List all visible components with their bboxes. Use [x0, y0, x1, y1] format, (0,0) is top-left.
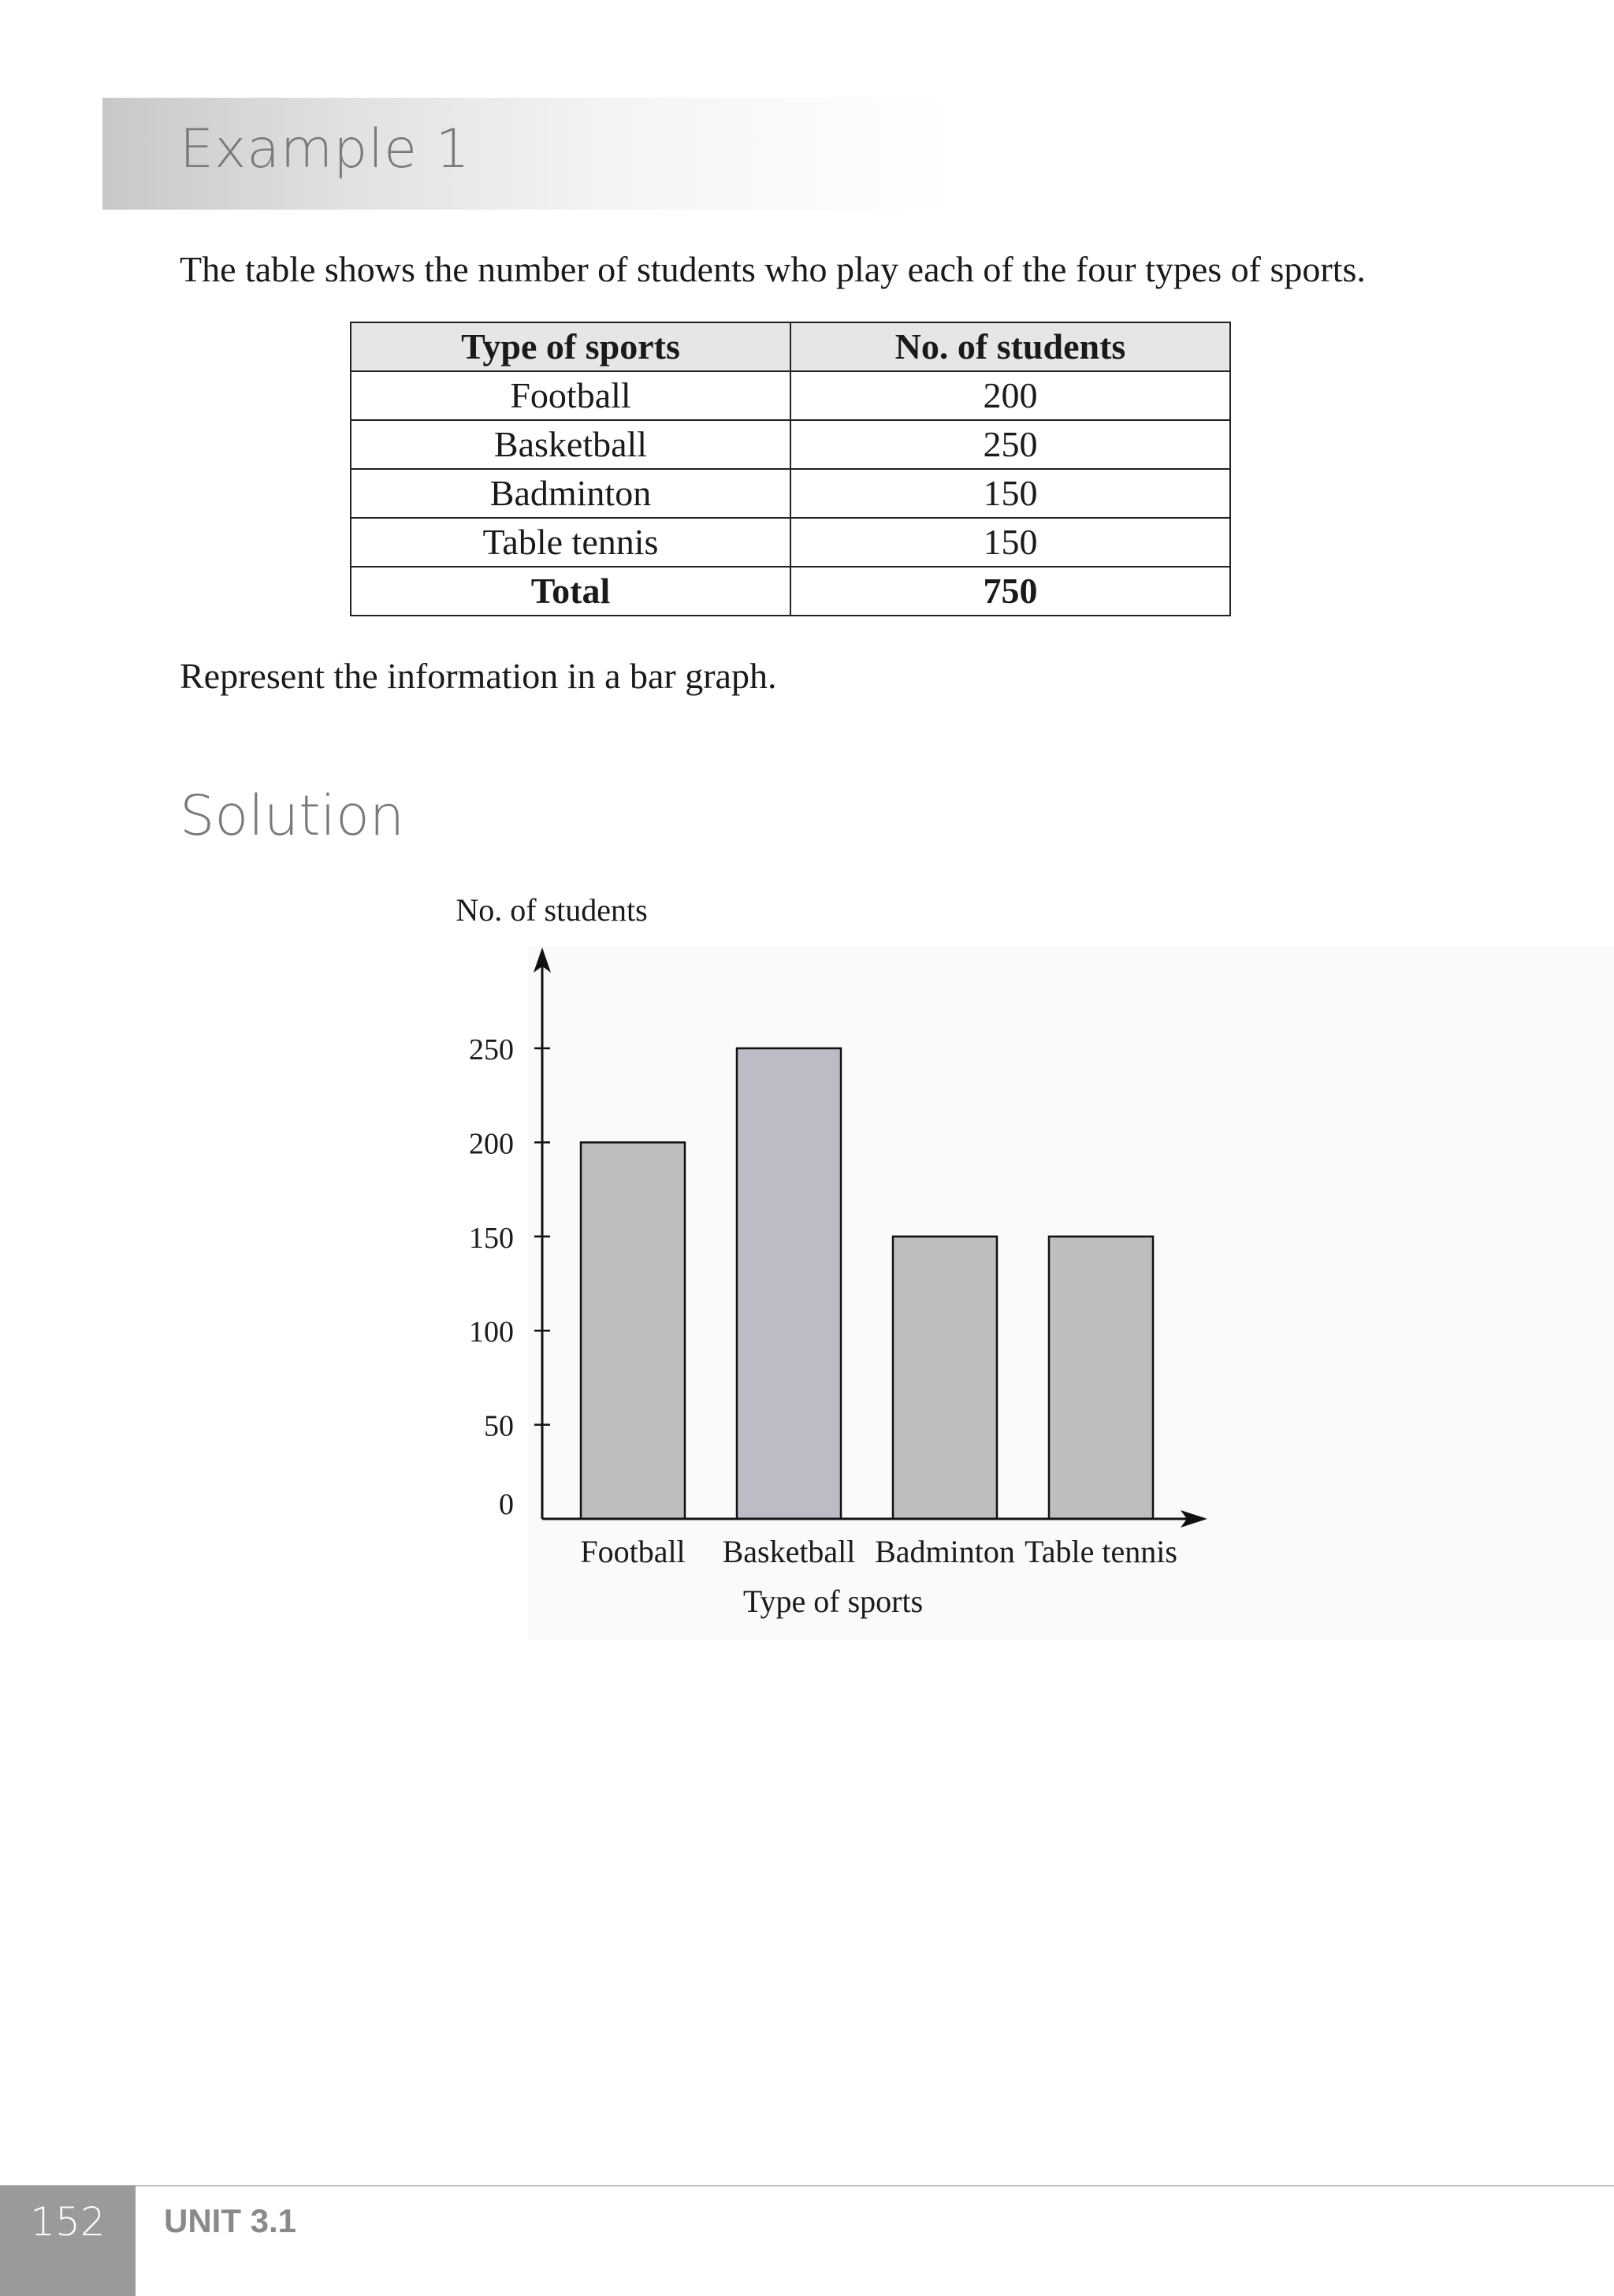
x-tick-label: Basketball [722, 1534, 856, 1569]
bar-table-tennis [1049, 1237, 1153, 1519]
table-cell-students: 150 [790, 518, 1230, 567]
y-tick-label: 50 [484, 1409, 514, 1443]
instruction-text: Represent the information in a bar graph. [180, 656, 777, 696]
solution-title: Solution [180, 783, 405, 848]
page-number: 152 [30, 2199, 106, 2245]
table-cell-students: 250 [790, 420, 1230, 469]
table-cell-sport: Table tennis [351, 518, 790, 567]
y-tick-label: 150 [469, 1221, 514, 1255]
y-tick-label: 100 [469, 1315, 514, 1349]
bar-football [581, 1142, 685, 1519]
x-tick-label: Table tennis [1025, 1534, 1177, 1569]
table-cell-students: 200 [790, 371, 1230, 420]
footer-rule [0, 2185, 1614, 2186]
unit-label: UNIT 3.1 [164, 2202, 297, 2239]
table-cell-students: 150 [790, 469, 1230, 518]
table-header-sport: Type of sports [351, 322, 790, 371]
table-total-label: Total [351, 567, 790, 616]
x-tick-label: Football [580, 1534, 686, 1569]
table-cell-sport: Basketball [351, 420, 790, 469]
table-header-students: No. of students [790, 322, 1230, 371]
table-cell-sport: Football [351, 371, 790, 420]
x-axis-title: Type of sports [742, 1583, 924, 1619]
intro-text: The table shows the number of students who play each of the four types of sports. [180, 249, 1366, 289]
table-total-value: 750 [790, 567, 1230, 616]
table-cell-sport: Badminton [351, 469, 790, 518]
bar-badminton [893, 1237, 997, 1519]
y-tick-label: 250 [469, 1033, 514, 1066]
y-axis-title: No. of students [456, 892, 648, 928]
y-tick-label: 0 [499, 1488, 514, 1521]
example-title: Example 1 [180, 118, 470, 180]
x-tick-label: Badminton [875, 1534, 1015, 1569]
y-tick-label: 200 [469, 1127, 514, 1161]
bar-basketball [737, 1048, 841, 1519]
